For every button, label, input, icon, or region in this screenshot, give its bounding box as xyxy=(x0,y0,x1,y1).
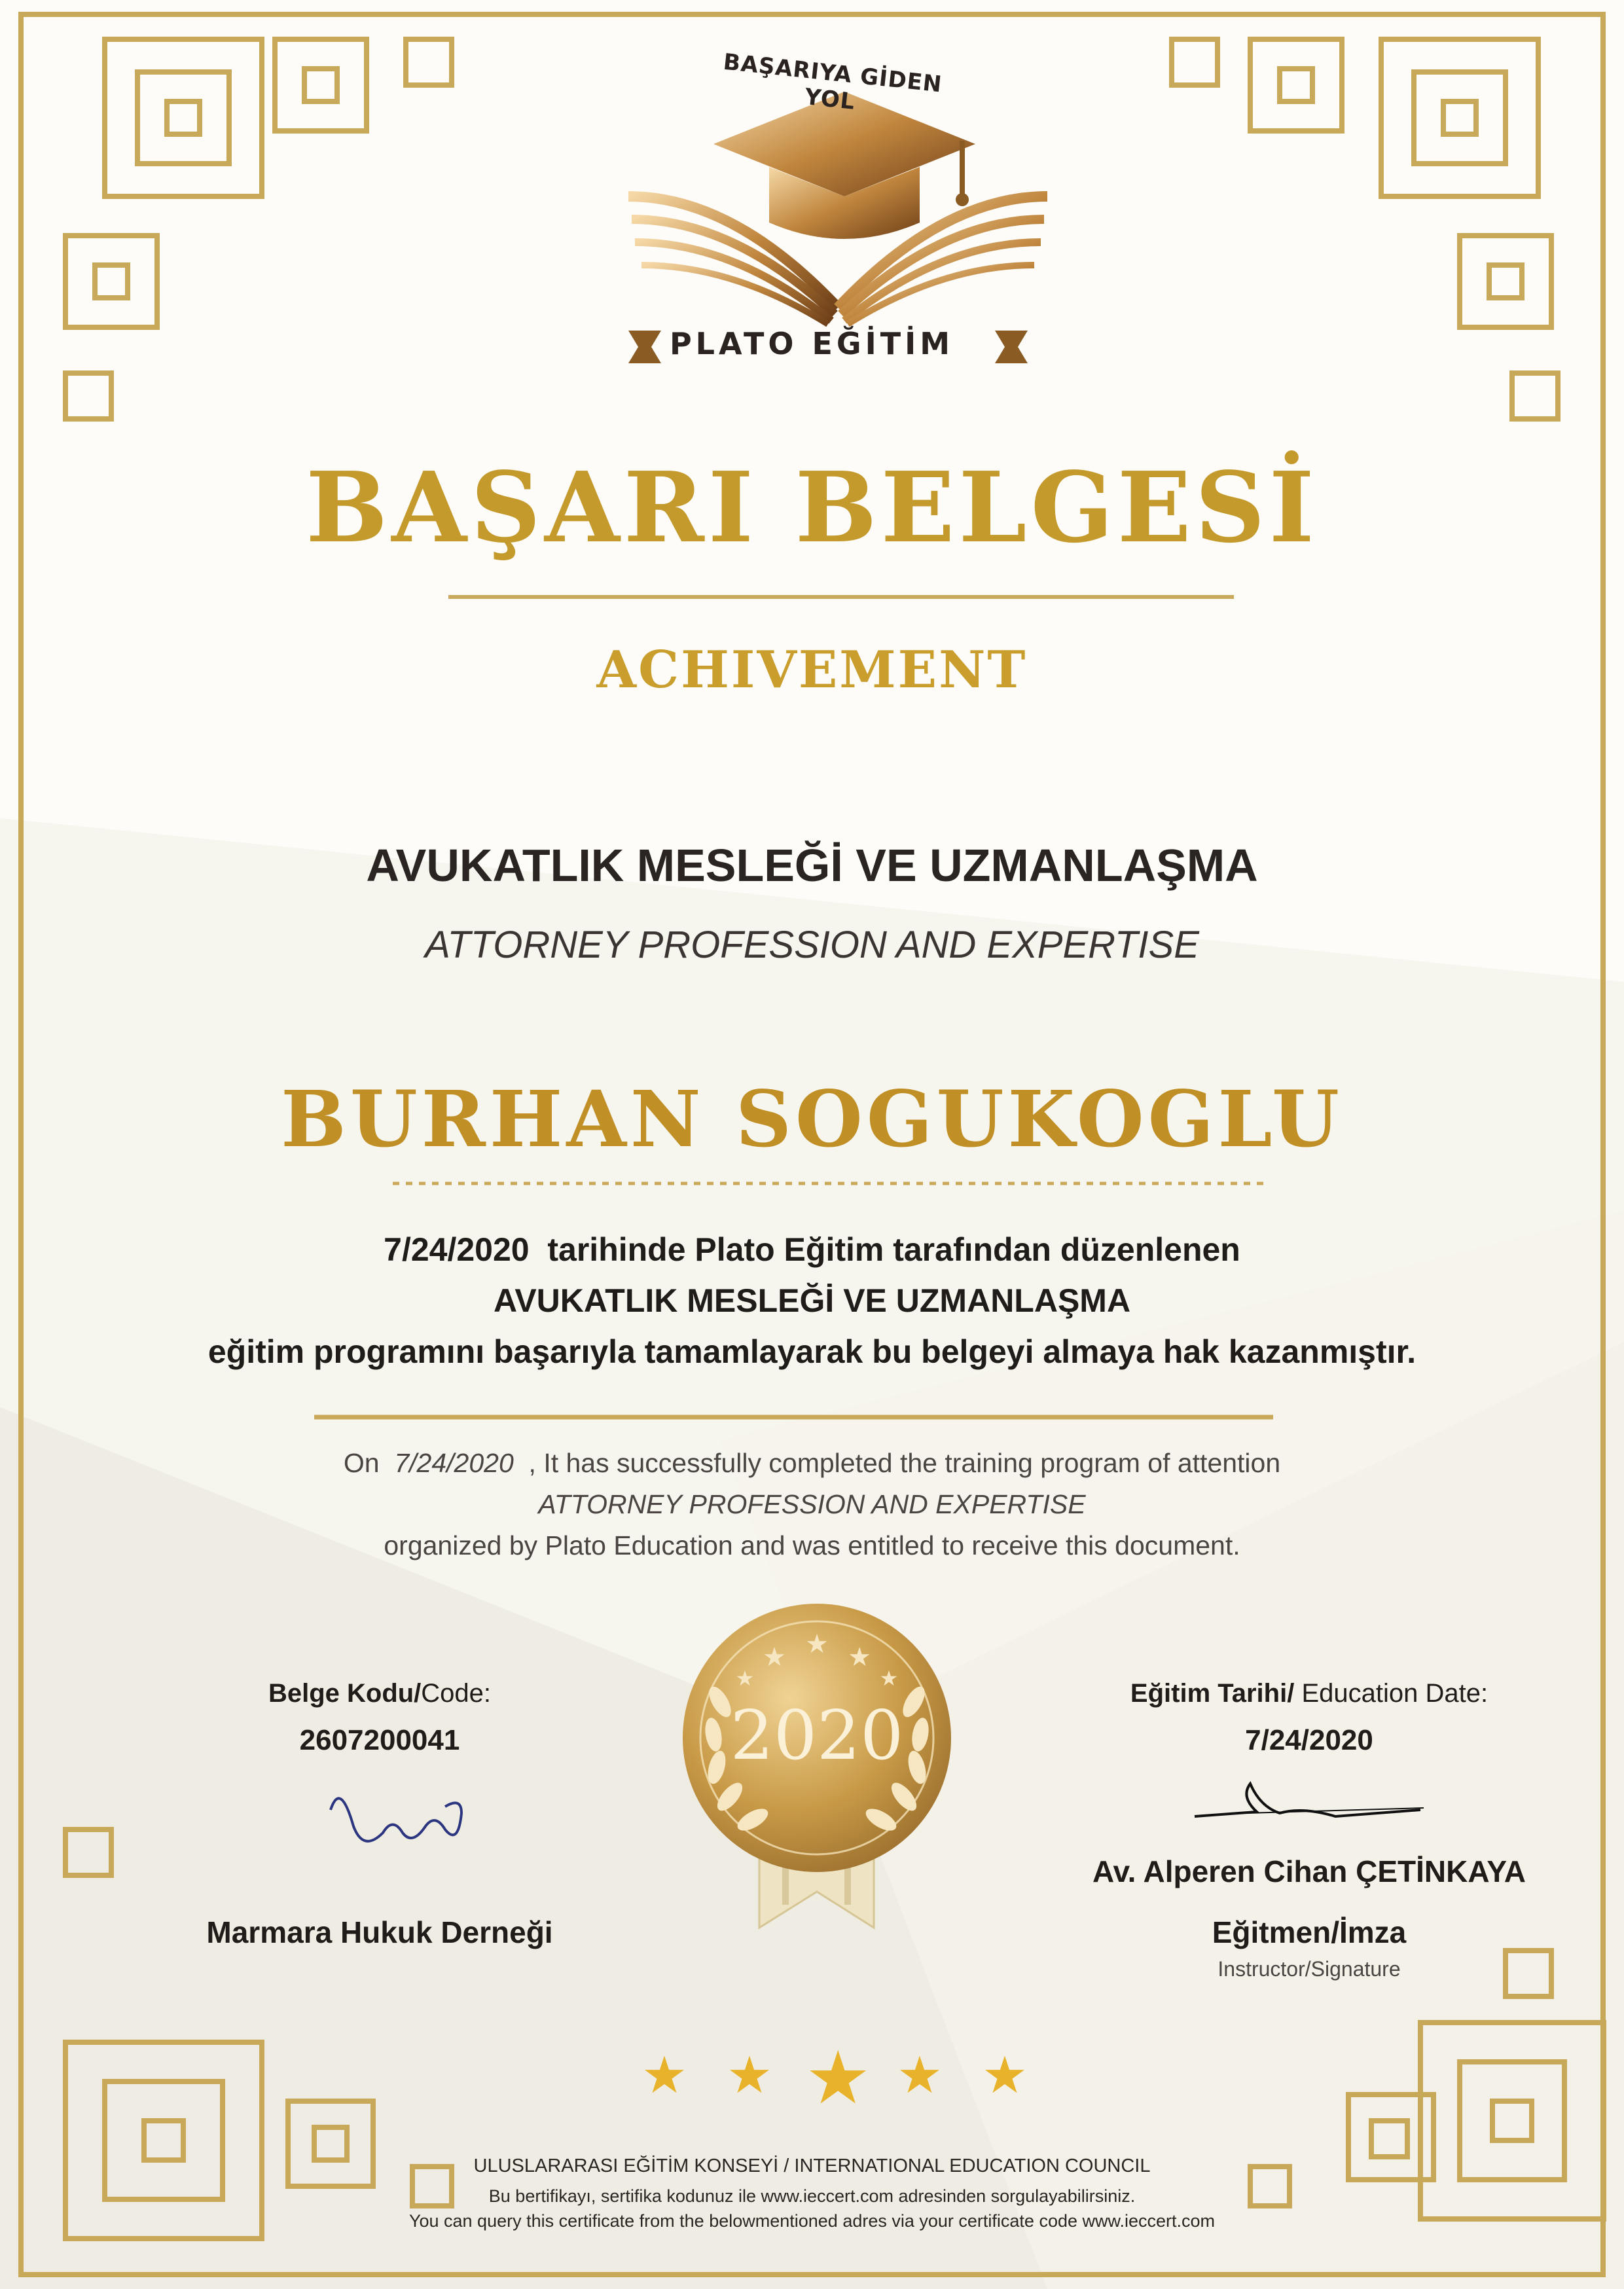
star-icon: ★ xyxy=(727,2046,772,2105)
document-code-label xyxy=(196,1679,563,1708)
svg-text:★: ★ xyxy=(763,1642,786,1672)
rating-stars xyxy=(615,2036,1028,2121)
seal-year: 2020 xyxy=(730,1695,904,1775)
statement-en-course: ATTORNEY PROFESSION AND EXPERTISE xyxy=(538,1489,1086,1519)
organization-name: Marmara Hukuk Derneği xyxy=(206,1915,553,1949)
document-code-label-tr: Belge Kodu/ xyxy=(268,1679,422,1708)
statement-en-line1-text: , It has successfully completed the training program of attention xyxy=(528,1448,1281,1478)
education-date-label-tr: Eğitim Tarihi/ xyxy=(1130,1679,1295,1708)
recipient-name: BURHAN SOGUKOGLU xyxy=(281,1073,1343,1164)
logo-brand: PLATO EĞİTİM xyxy=(669,326,954,361)
ornament-top-right xyxy=(1172,39,1558,419)
instructor-role-tr: Eğitmen/İmza xyxy=(1212,1915,1407,1949)
star-icon: ★ xyxy=(982,2046,1028,2105)
star-icon: ★ xyxy=(641,2046,687,2105)
svg-text:★: ★ xyxy=(879,1666,899,1691)
statement-tr-line3: eğitim programını başarıyla tamamlayarak bu belgeyi almaya hak kazanmıştır. xyxy=(208,1333,1416,1370)
logo-tagline: BAŞARIYA GİDEN YOL xyxy=(721,48,944,115)
footer-note-en: You can query this certificate from the belowmentioned adres via your certificate code www.ieccert.com xyxy=(408,2211,1216,2231)
statement-en-prefix: On xyxy=(343,1448,380,1478)
statement-tr-line1-text: tarihinde Plato Eğitim tarafından düzenlenen xyxy=(547,1231,1240,1268)
instructor-name: Av. Alperen Cihan ÇETİNKAYA xyxy=(1092,1854,1526,1888)
instructor-role-en: Instructor/Signature xyxy=(1218,1957,1401,1981)
svg-text:★: ★ xyxy=(805,1629,829,1659)
footer-council: ULUSLARARASI EĞİTİM KONSEYİ / INTERNATIONAL EDUCATION COUNCIL xyxy=(473,2155,1151,2176)
statement-en-line1 xyxy=(0,1448,1624,1479)
document-code-value: 2607200041 xyxy=(299,1724,460,1756)
statement-tr-line1 xyxy=(0,1231,1624,1269)
course-title-en: ATTORNEY PROFESSION AND EXPERTISE xyxy=(425,924,1199,966)
ornament-top-left xyxy=(65,39,452,419)
star-icon: ★ xyxy=(897,2046,943,2105)
certificate-title: BAŞARI BELGESİ xyxy=(306,450,1318,564)
svg-text:★: ★ xyxy=(848,1642,871,1672)
education-date-label xyxy=(1060,1679,1558,1708)
course-title-tr: AVUKATLIK MESLEĞİ VE UZMANLAŞMA xyxy=(366,840,1258,891)
star-icon: ★ xyxy=(805,2036,871,2121)
statement-tr-line2: AVUKATLIK MESLEĞİ VE UZMANLAŞMA xyxy=(493,1282,1131,1319)
logo-graphic xyxy=(628,92,1047,363)
statement-tr-date: 7/24/2020 xyxy=(384,1231,530,1268)
svg-text:★: ★ xyxy=(735,1666,755,1691)
statement-en-date: 7/24/2020 xyxy=(394,1448,514,1478)
education-date-label-en: Education Date: xyxy=(1301,1679,1489,1708)
statement-en-line3: organized by Plato Education and was entitled to receive this document. xyxy=(384,1530,1240,1560)
certificate-subtitle: ACHIVEMENT xyxy=(596,640,1028,700)
document-code-label-en: Code: xyxy=(421,1679,492,1708)
education-date-value: 7/24/2020 xyxy=(1245,1724,1373,1756)
footer-note-tr: Bu bertifikayı, sertifika kodunuz ile www.ieccert.com adresinden sorgulayabilirsiniz. xyxy=(488,2186,1136,2206)
statement-en-line2 xyxy=(0,1489,1624,1520)
